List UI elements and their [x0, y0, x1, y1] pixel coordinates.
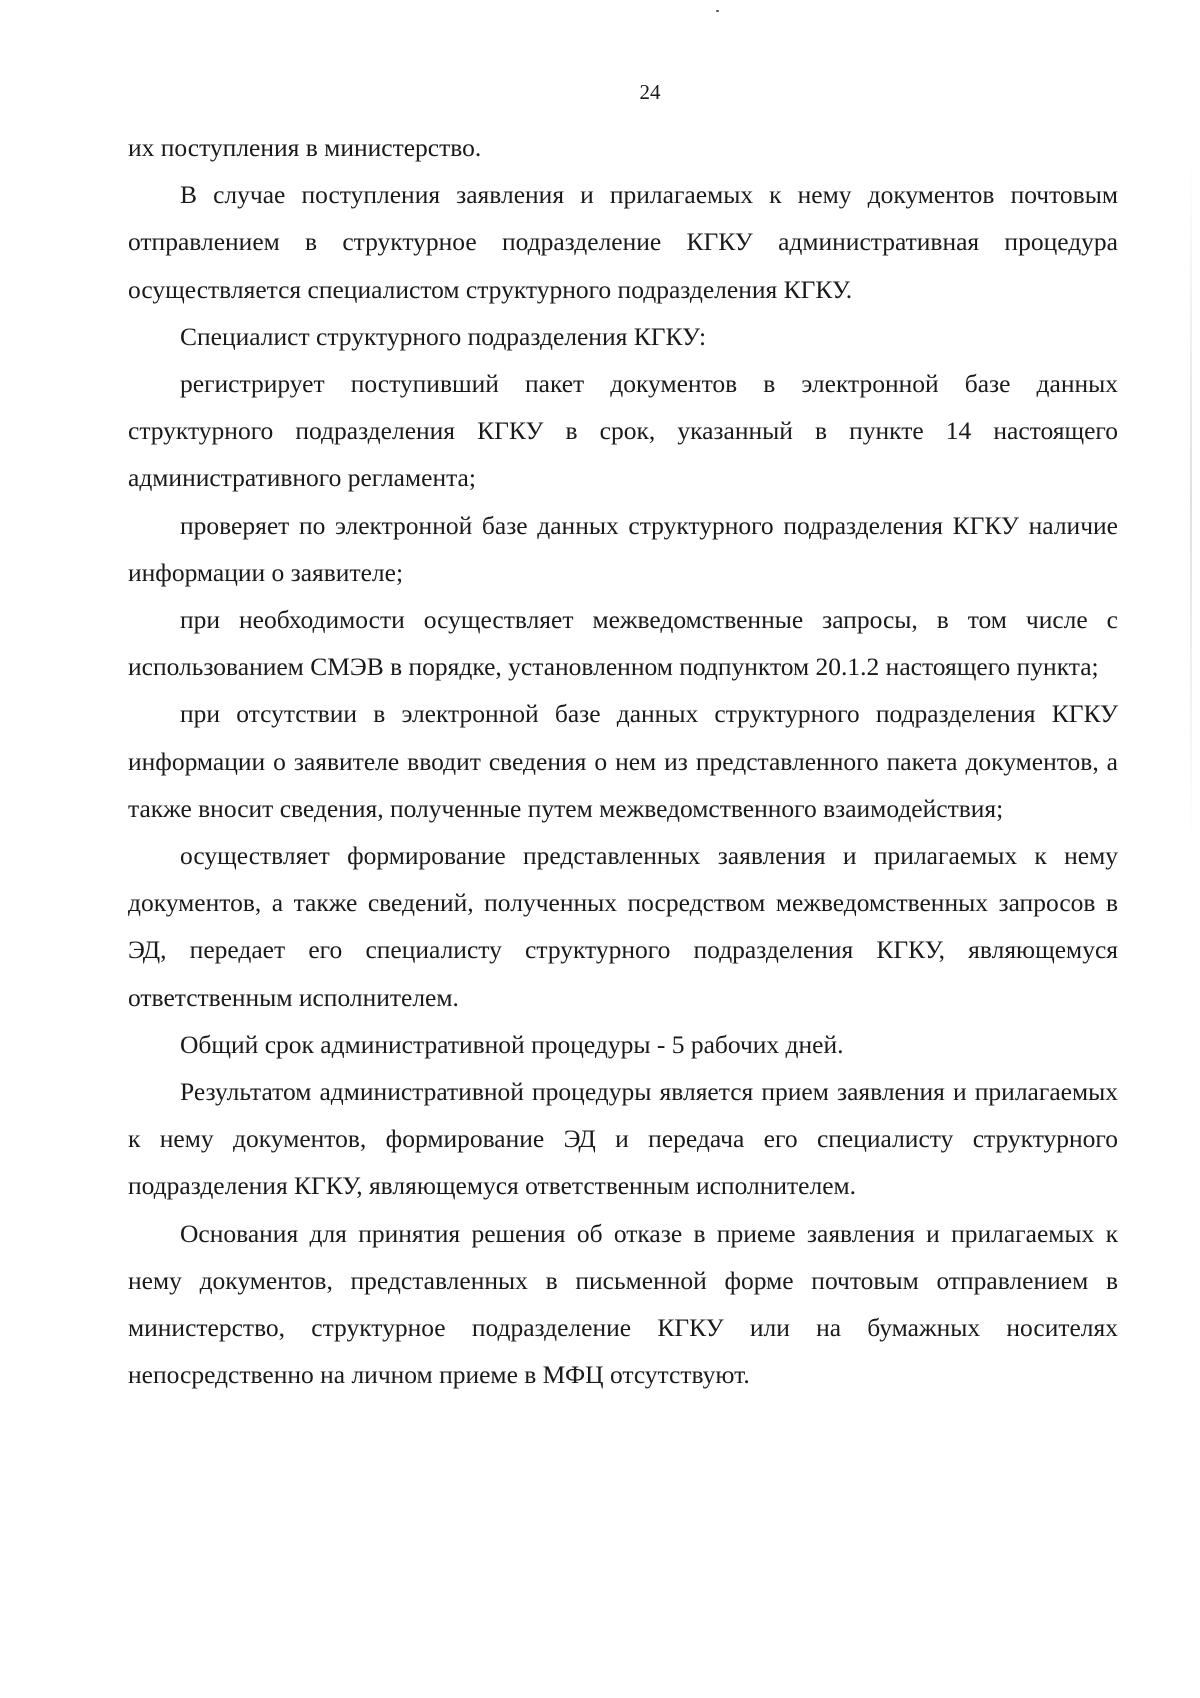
paragraph-result: Результатом административной процедуры является прием заявления и прилагаемых к нему документов, формирование ЭД и передача его специалисту структурного подразделения КГКУ, являющемуся ответственным исполнителем.: [128, 1077, 1118, 1201]
scan-speck: [716, 10, 719, 12]
paragraph-specialist-intro: Специалист структурного подразделения КГКУ:: [180, 321, 707, 351]
paragraph-interagency-requests: при необходимости осуществляет межведомственные запросы, в том числе с использованием СМЭВ в порядке, установленном подпунктом 20.1.2 настоящего пункта;: [128, 605, 1118, 682]
paragraph-registers: регистрирует поступивший пакет документов в электронной базе данных структурного подразделения КГКУ в срок, указанный в пункте 14 настоящего административного регламента;: [128, 369, 1118, 493]
document-body: [128, 124, 1118, 1398]
paragraph-checks: проверяет по электронной базе данных структурного подразделения КГКУ наличие информации о заявителе;: [128, 510, 1118, 587]
paragraph-enters-data: при отсутствии в электронной базе данных структурного подразделения КГКУ информации о заявителе вводит сведения о нем из представленного пакета документов, а также вносит сведения, полученные путем межведомственного взаимодействия;: [128, 699, 1118, 823]
page-number: 24: [639, 80, 661, 104]
paragraph-total-term: Общий срок административной процедуры - 5 рабочих дней.: [180, 1029, 844, 1059]
paragraph-continuation: их поступления в министерство.: [128, 133, 482, 162]
scan-edge-shadow: [1190, 150, 1192, 850]
paragraph-forms-ed: осуществляет формирование представленных заявления и прилагаемых к нему документов, а также сведений, полученных посредством межведомственных запросов в ЭД, передает его специалисту структурного подразделения КГКУ, являющемуся ответственным исполнителем.: [128, 841, 1118, 1012]
paragraph-postal-submission: В случае поступления заявления и прилагаемых к нему документов почтовым отправлением в структурное подразделение КГКУ административная процедура осуществляется специалистом структурного подразделения КГКУ.: [128, 180, 1118, 304]
paragraph-refusal-grounds: Основания для принятия решения об отказе в приеме заявления и прилагаемых к нему документов, представленных в письменной форме почтовым отправлением в министерство, структурное подразделение КГКУ или на бумажных носителях непосредственно на личном приеме в МФЦ отсутствуют.: [128, 1218, 1118, 1390]
